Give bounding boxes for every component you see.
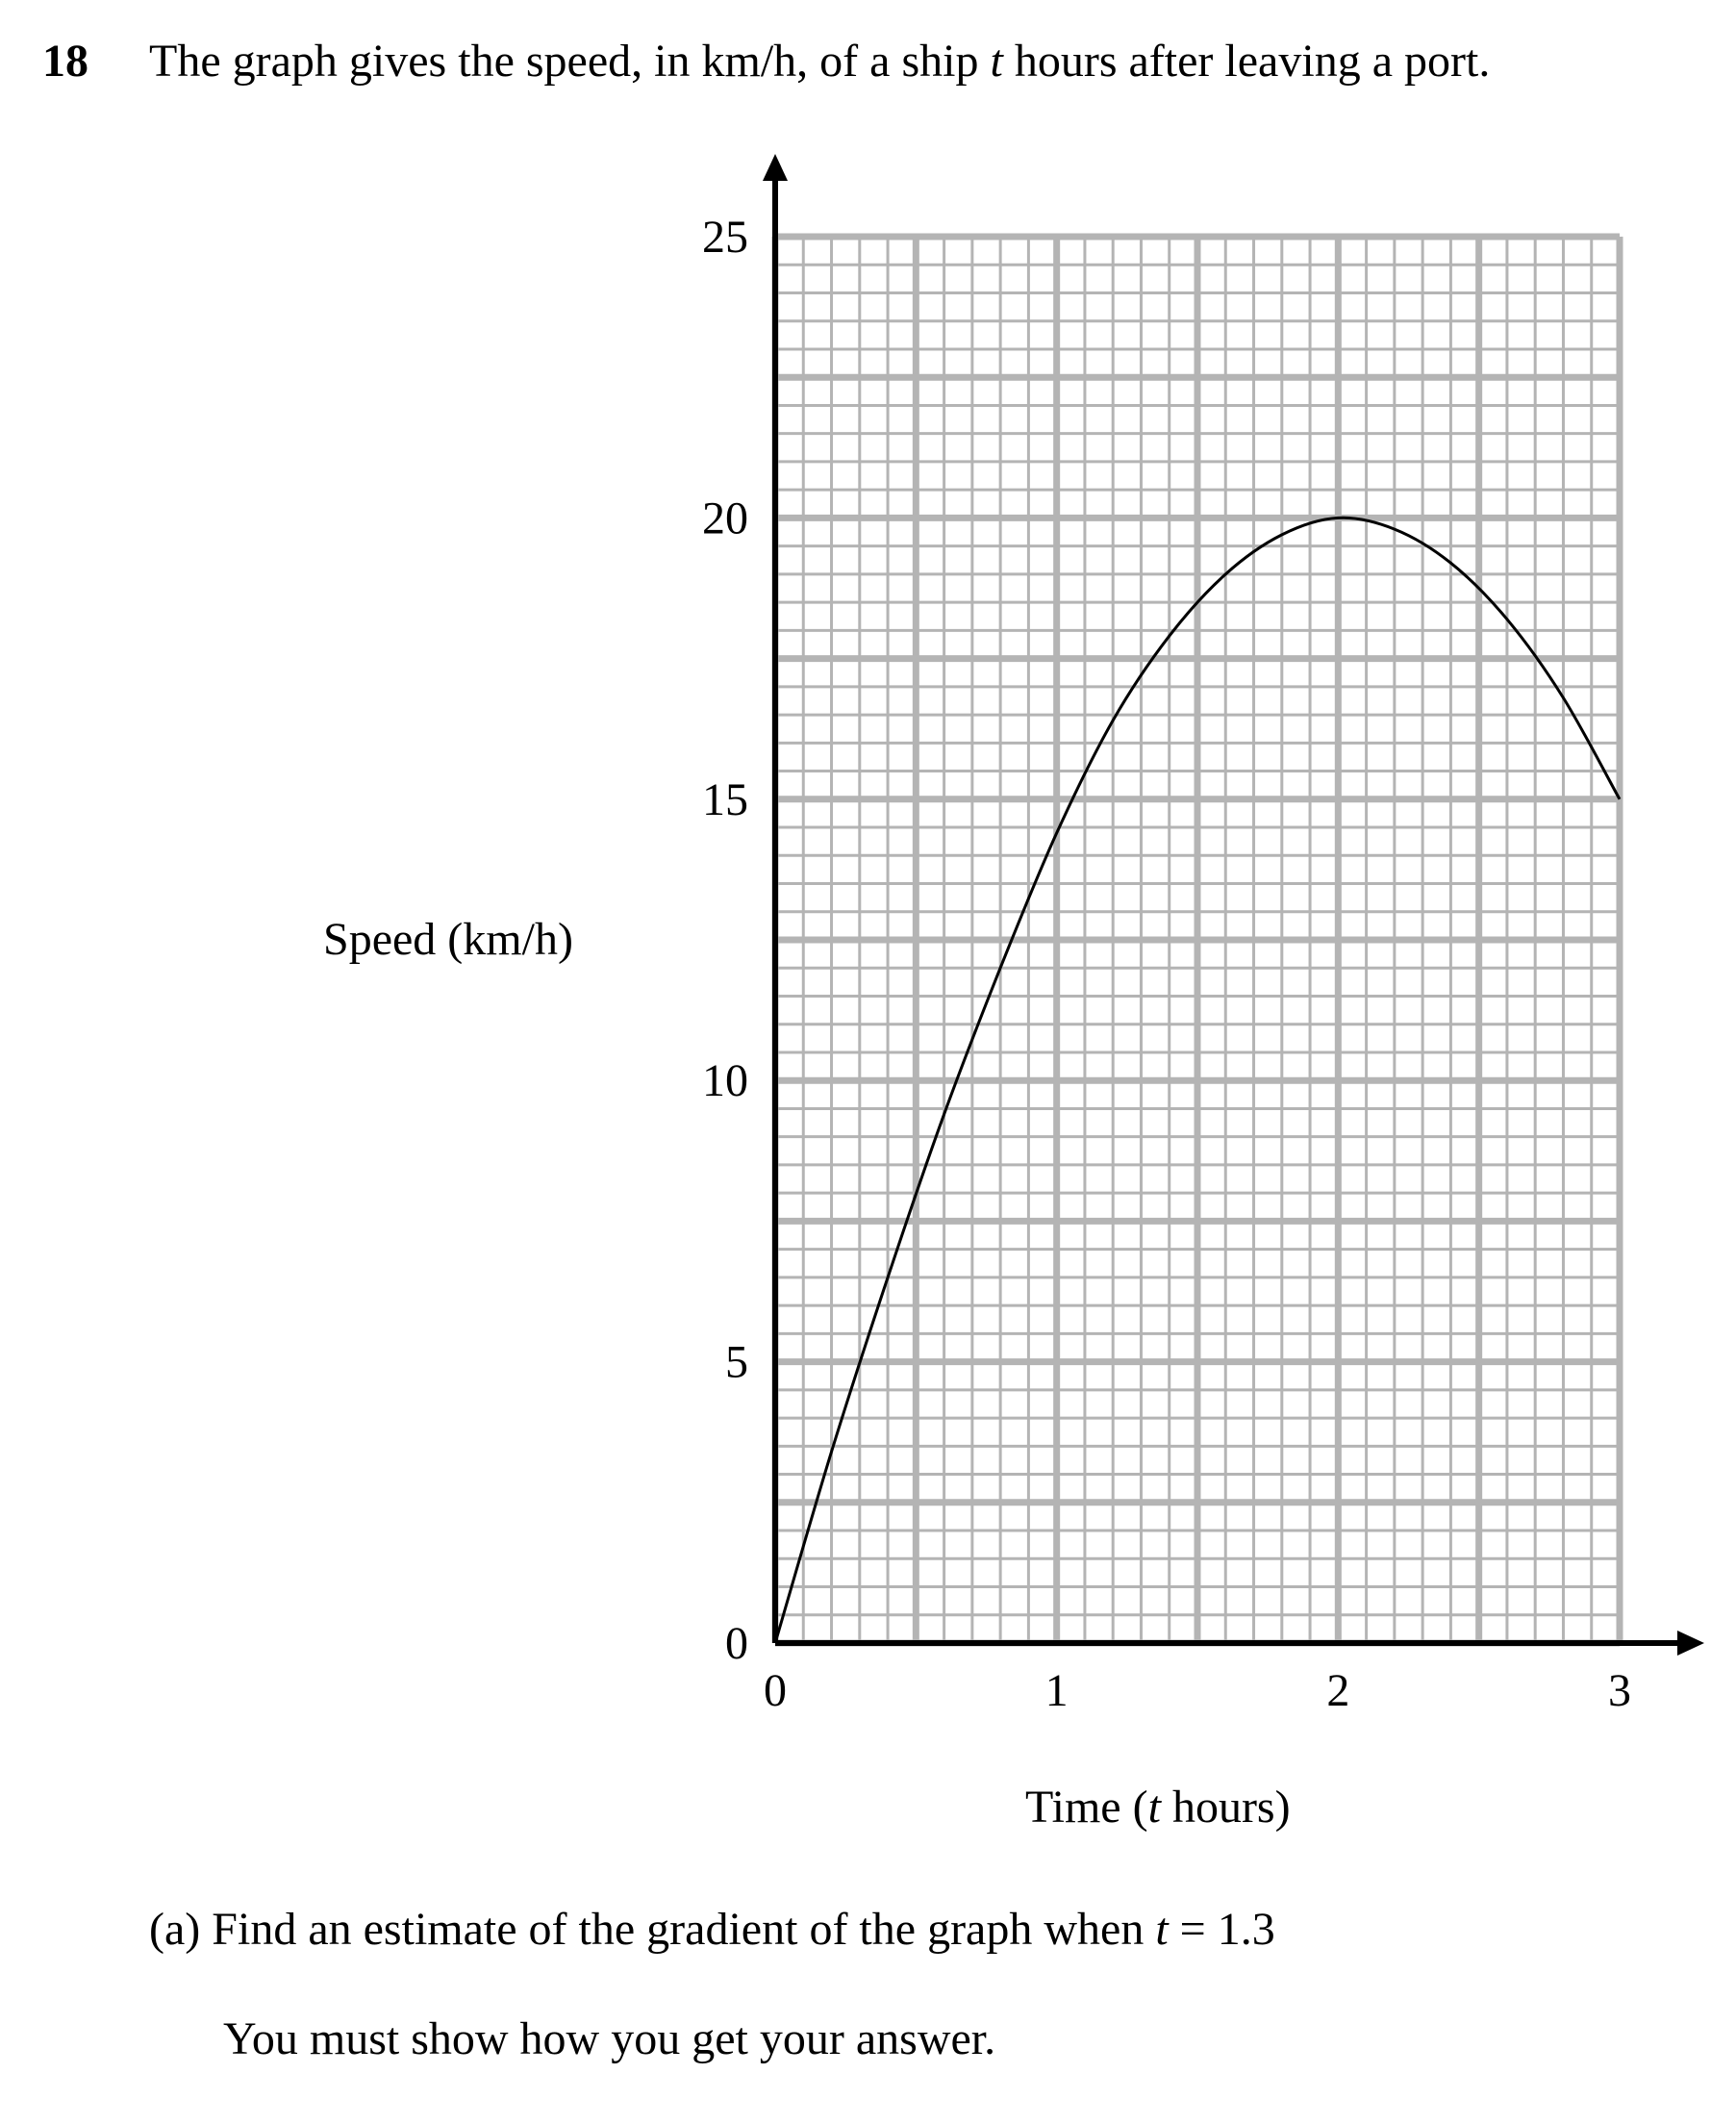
part-a-var: t: [1155, 1904, 1169, 1955]
y-tick-label: 20: [702, 493, 748, 544]
x-axis-label-after: hours): [1160, 1782, 1291, 1833]
part-a-text-after: = 1.3: [1168, 1904, 1275, 1955]
question-stem-after: hours after leaving a port.: [1002, 36, 1491, 87]
x-tick-label: 3: [1608, 1665, 1631, 1716]
y-tick-label: 5: [725, 1336, 748, 1388]
x-tick-label: 0: [764, 1665, 787, 1716]
y-tick-label: 15: [702, 773, 748, 825]
y-tick-label: 0: [725, 1618, 748, 1669]
y-tick-labels: [702, 212, 748, 1669]
part-a-instruction: You must show how you get your answer.: [223, 2013, 996, 2064]
part-a-text-before: Find an estimate of the gradient of the graph when: [212, 1904, 1156, 1955]
y-axis-label: Speed (km/h): [323, 914, 573, 965]
y-tick-label: 10: [702, 1055, 748, 1107]
part-a-label: (a): [149, 1904, 201, 1955]
y-tick-label: 25: [702, 212, 748, 263]
grid: [775, 237, 1620, 1643]
question-number: 18: [42, 36, 88, 87]
x-axis-arrow: [1677, 1631, 1704, 1656]
part-a-question: [149, 1904, 1275, 1955]
y-axis-arrow: [763, 154, 788, 181]
question-stem-var: t: [990, 36, 1003, 87]
x-axis-label: [1025, 1782, 1291, 1833]
x-axis-label-var: t: [1147, 1782, 1161, 1833]
x-axis-label-before: Time (: [1025, 1782, 1148, 1833]
question-stem-before: The graph gives the speed, in km/h, of a ship: [149, 36, 991, 87]
x-tick-labels: [764, 1665, 1631, 1716]
x-tick-label: 2: [1326, 1665, 1350, 1716]
x-tick-label: 1: [1044, 1665, 1069, 1716]
